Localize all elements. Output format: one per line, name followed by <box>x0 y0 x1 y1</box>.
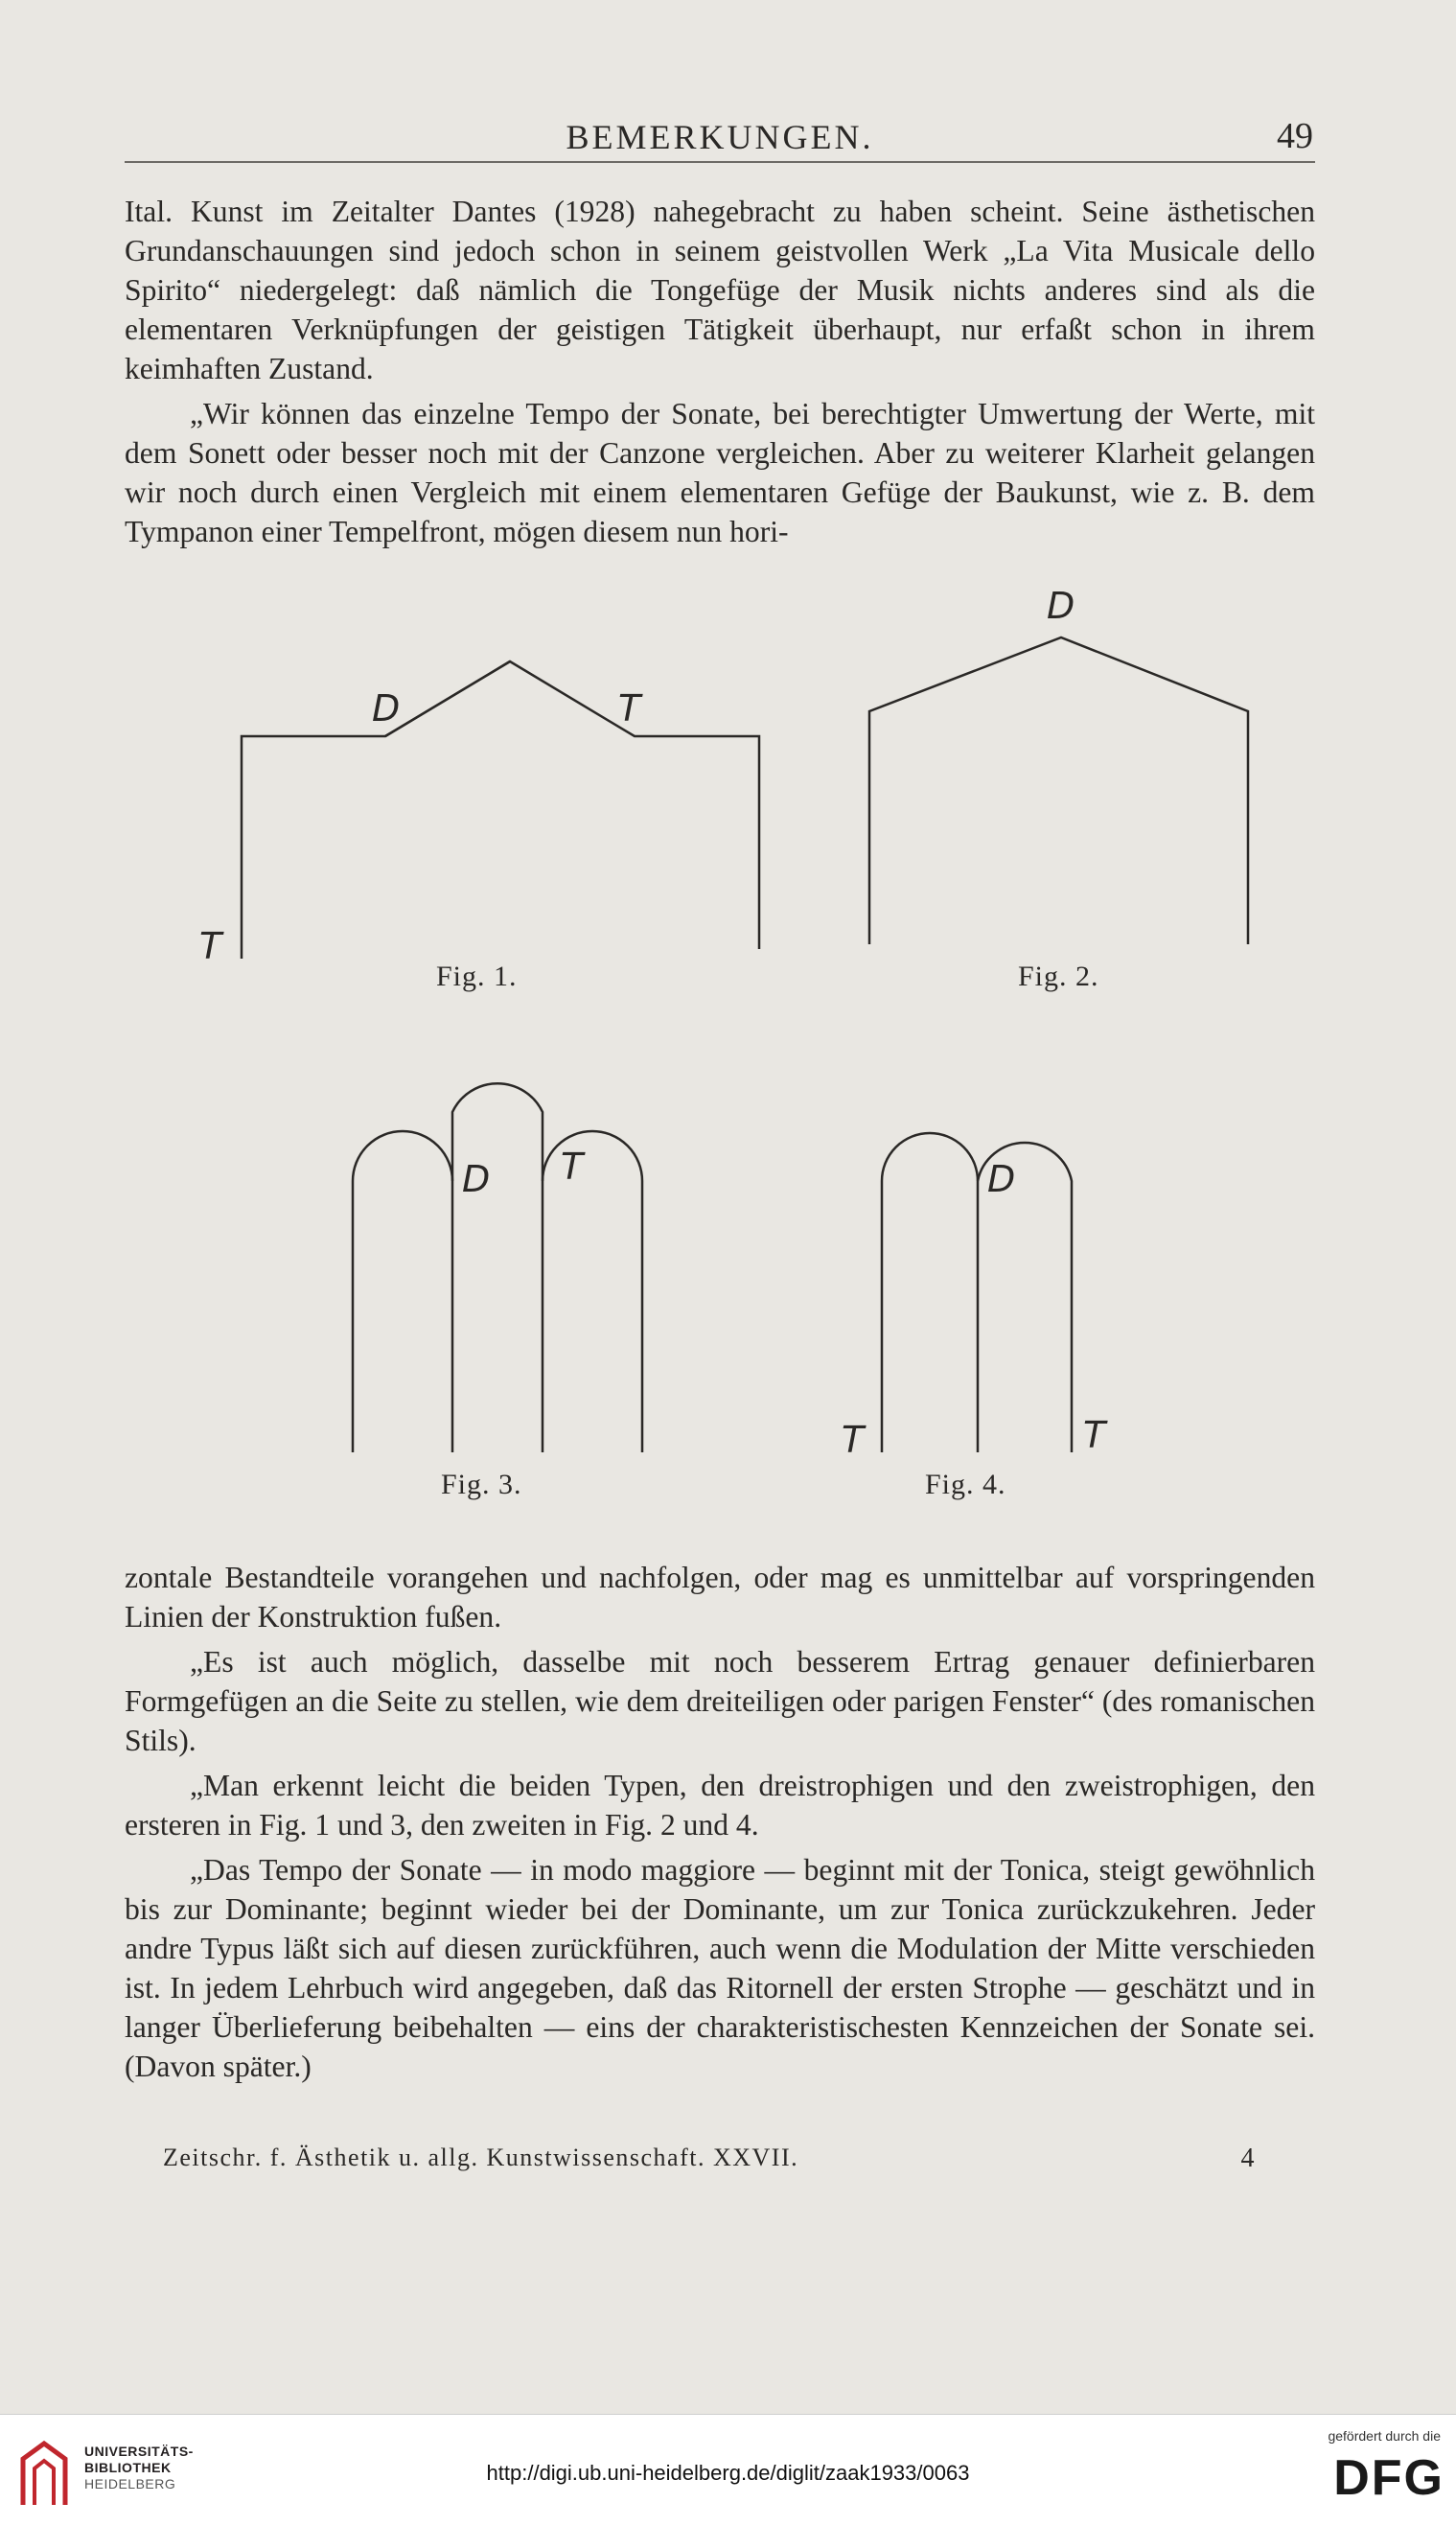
fig2-caption: Fig. 2. <box>1018 961 1099 992</box>
fig4-left-arch <box>882 1133 978 1452</box>
paragraph: zontale Bestandteile vorangehen und nachfolgen, oder mag es unmittelbar auf vorspringenden Linien der Konstruktion fußen. <box>125 1561 1315 1634</box>
fig1-inner-left <box>385 661 510 736</box>
library-name-line2: BIBLIOTHEK <box>84 2460 172 2475</box>
fig4-caption: Fig. 4. <box>925 1469 1006 1500</box>
figure-2 <box>869 585 1248 992</box>
paragraph: Ital. Kunst im Zeitalter Dantes (1928) nahegebracht zu haben scheint. Seine ästhetischen Grundanschauungen sind jedoch schon in seinem geistvollen Werk „La Vita Musicale dello Spirito“ niedergelegt: daß nämlich die Tongefüge der Musik nichts anderes sind als die elementaren Verknüpfungen der geistigen Tätigkeit überhaupt, nur erfaßt schon in ihrem keimhaften Zustand. <box>125 195 1315 385</box>
footer-signature-line <box>163 2144 1256 2172</box>
figure-3 <box>353 1083 642 1500</box>
fig3-left-arch <box>353 1131 452 1452</box>
library-name-line3: HEIDELBERG <box>84 2476 176 2491</box>
body-text-bottom <box>125 1558 1315 2092</box>
fig4-label-t-right: T <box>1083 1414 1106 1456</box>
fig4-label-t-left: T <box>842 1419 865 1461</box>
fig1-outline <box>242 661 759 959</box>
figure-1 <box>199 661 759 992</box>
funded-by-label: gefördert durch die <box>1328 2428 1441 2444</box>
fig1-label-t-peak: T <box>618 687 641 730</box>
digitization-footer-bar <box>0 2414 1456 2526</box>
fig3-right-arch <box>543 1131 642 1452</box>
permalink-url[interactable]: http://digi.ub.uni-heidelberg.de/diglit/zaak1933/0063 <box>486 2461 970 2485</box>
dfg-logo: DFG <box>1333 2450 1444 2506</box>
fig3-caption: Fig. 3. <box>441 1469 522 1500</box>
page-number: 49 <box>1277 116 1313 156</box>
paragraph: „Das Tempo der Sonate — in modo maggiore — beginnt mit der Tonica, steigt gewöhnlich bis zur Dominante; beginnt wieder bei der Dominante, um zur Tonica zurückzukehren. Jeder andre Typus läßt sich auf diesen zurückführen, auch wenn die Modulation der Mitte verschieden ist. In jedem Lehrbuch wird angegeben, daß das Ritornell der ersten Strophe — geschätzt und in langer Überlieferung beibehalten — eins der charakteristischesten Kennzeichen der Sonate sei. (Davon später.) <box>125 1853 1315 2083</box>
signature-mark: 4 <box>1240 2144 1256 2173</box>
running-head-title: BEMERKUNGEN. <box>566 118 874 156</box>
fig3-label-t: T <box>561 1146 584 1188</box>
paragraph: „Es ist auch möglich, dasselbe mit noch besserem Ertrag genauer definierbaren Formgefügen an die Seite zu stellen, wie dem dreiteiligen oder parigen Fenster“ (des romanischen Stils). <box>125 1645 1315 1757</box>
fig2-label-d: D <box>1047 585 1075 627</box>
fig3-label-d: D <box>462 1158 491 1200</box>
fig4-label-d: D <box>987 1158 1016 1200</box>
fig3-center-arch <box>452 1083 543 1452</box>
paragraph: „Wir können das einzelne Tempo der Sonate, bei berechtigter Umwertung der Werte, mit dem Sonett oder besser noch mit der Canzone vergleichen. Aber zu weiterer Klarheit gelangen wir noch durch einen Vergleich mit einem elementaren Gefüge der Baukunst, wie z. B. dem Tympanon einer Tempelfront, mögen diesem nun hori- <box>125 397 1315 548</box>
fig1-caption: Fig. 1. <box>436 961 518 992</box>
fig1-label-d: D <box>372 687 401 730</box>
figure-4 <box>842 1133 1108 1500</box>
fig2-outline <box>869 637 1248 944</box>
fig1-label-t-left: T <box>199 925 222 967</box>
paragraph: „Man erkennt leicht die beiden Typen, den dreistrophigen und den zweistrophigen, den ersteren in Fig. 1 und 3, den zweiten in Fig. 2 und 4. <box>125 1769 1315 1842</box>
journal-name: Zeitschr. f. Ästhetik u. allg. Kunstwissenschaft. XXVII. <box>163 2144 799 2171</box>
library-name-line1: UNIVERSITÄTS- <box>84 2444 194 2459</box>
